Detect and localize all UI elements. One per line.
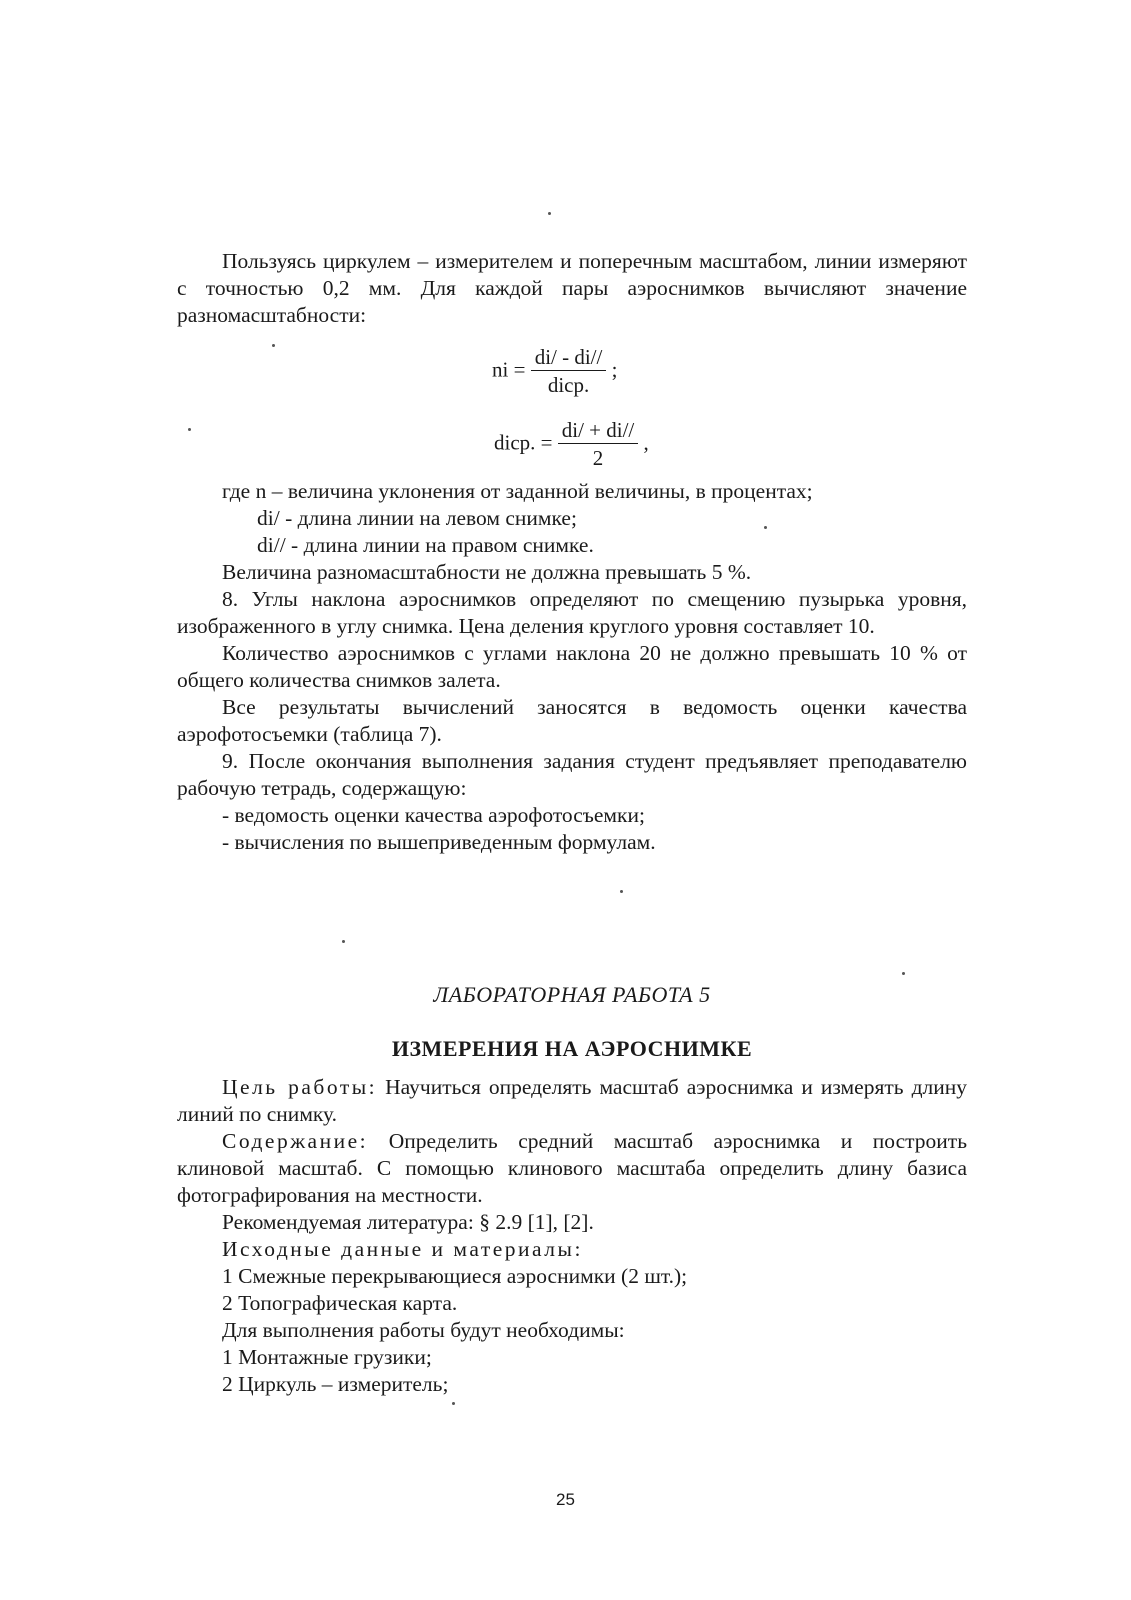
page-number: 25 [556, 1490, 575, 1509]
where-d-left: di/ - длина линии на левом снимке; [257, 506, 577, 530]
formula-dcp [494, 420, 649, 469]
formula-dcp-denominator: 2 [592, 446, 604, 470]
source-item-map: 2 Топографическая карта. [222, 1291, 458, 1315]
needs-item-weights: 1 Монтажные грузики; [222, 1345, 432, 1369]
source-label: Исходные данные и материалы: [222, 1237, 583, 1261]
paragraph-count: Количество аэроснимков с углами наклона 20 не должно превышать 10 % от общего количества снимков залета. [177, 641, 967, 692]
formula-n-lhs: ni = [492, 357, 526, 382]
content-text: Определить средний масштаб аэроснимка и построить клиновой масштаб. С помощью клинового масштаба определить длину базиса фотографирования на местности. [177, 1129, 967, 1207]
source-item-photos: 1 Смежные перекрывающиеся аэроснимки (2 шт.); [222, 1264, 688, 1288]
formula-dcp-end: , [643, 430, 649, 455]
where-d-right: di// - длина линии на правом снимке. [257, 533, 594, 557]
needs-label: Для выполнения работы будут необходимы: [222, 1318, 625, 1342]
list-item-statement: - ведомость оценки качества аэрофотосъемки; [222, 803, 645, 827]
lab-text-block [177, 1074, 967, 1398]
formula-n-end: ; [611, 357, 618, 382]
formula-dcp-numerator: di/ + di// [561, 418, 635, 442]
content-label: Содержание: [222, 1129, 369, 1153]
formula-n-fraction [531, 347, 607, 396]
lab-title: ЛАБОРАТОРНАЯ РАБОТА 5 [433, 982, 711, 1007]
goal-label: Цель работы: [222, 1075, 378, 1099]
paragraph-content [177, 1128, 967, 1209]
paragraph-literature: Рекомендуемая литература: § 2.9 [1], [2]. [222, 1210, 594, 1234]
formula-dcp-fraction [558, 420, 639, 469]
formula-n [492, 347, 617, 396]
needs-item-compass: 2 Циркуль – измеритель; [222, 1372, 449, 1396]
goal-text: Научиться определять масштаб аэроснимка и измерять длину линий по снимку. [177, 1075, 967, 1126]
lab-subtitle: ИЗМЕРЕНИЯ НА АЭРОСНИМКЕ [391, 1036, 753, 1061]
paragraph-results: Все результаты вычислений заносятся в ведомость оценки качества аэрофотосъемки (таблица 7). [177, 695, 967, 746]
where-n: где n – величина уклонения от заданной величины, в процентах; [222, 479, 813, 503]
formula-n-denominator: diср. [547, 373, 590, 397]
middle-text-block [177, 478, 967, 856]
paragraph-measuring: Пользуясь циркулем – измерителем и поперечным масштабом, линии измеряют с точностью 0,2 мм. Для каждой пары аэроснимков вычисляют значение разномасштабности: [177, 249, 967, 327]
top-text-block [177, 248, 967, 329]
paragraph-limit: Величина разномасштабности не должна превышать 5 %. [222, 560, 752, 584]
list-item-calculations: - вычисления по вышеприведенным формулам. [222, 830, 656, 854]
paragraph-step-8: 8. Углы наклона аэроснимков определяют по смещению пузырька уровня, изображенного в углу снимка. Цена деления круглого уровня составляет 10. [177, 587, 967, 638]
formula-dcp-lhs: diср. = [494, 430, 553, 455]
paragraph-goal [177, 1074, 967, 1128]
paragraph-step-9: 9. После окончания выполнения задания студент предъявляет преподавателю рабочую тетрадь, содержащую: [177, 749, 967, 800]
formula-n-numerator: di/ - di// [534, 345, 603, 369]
